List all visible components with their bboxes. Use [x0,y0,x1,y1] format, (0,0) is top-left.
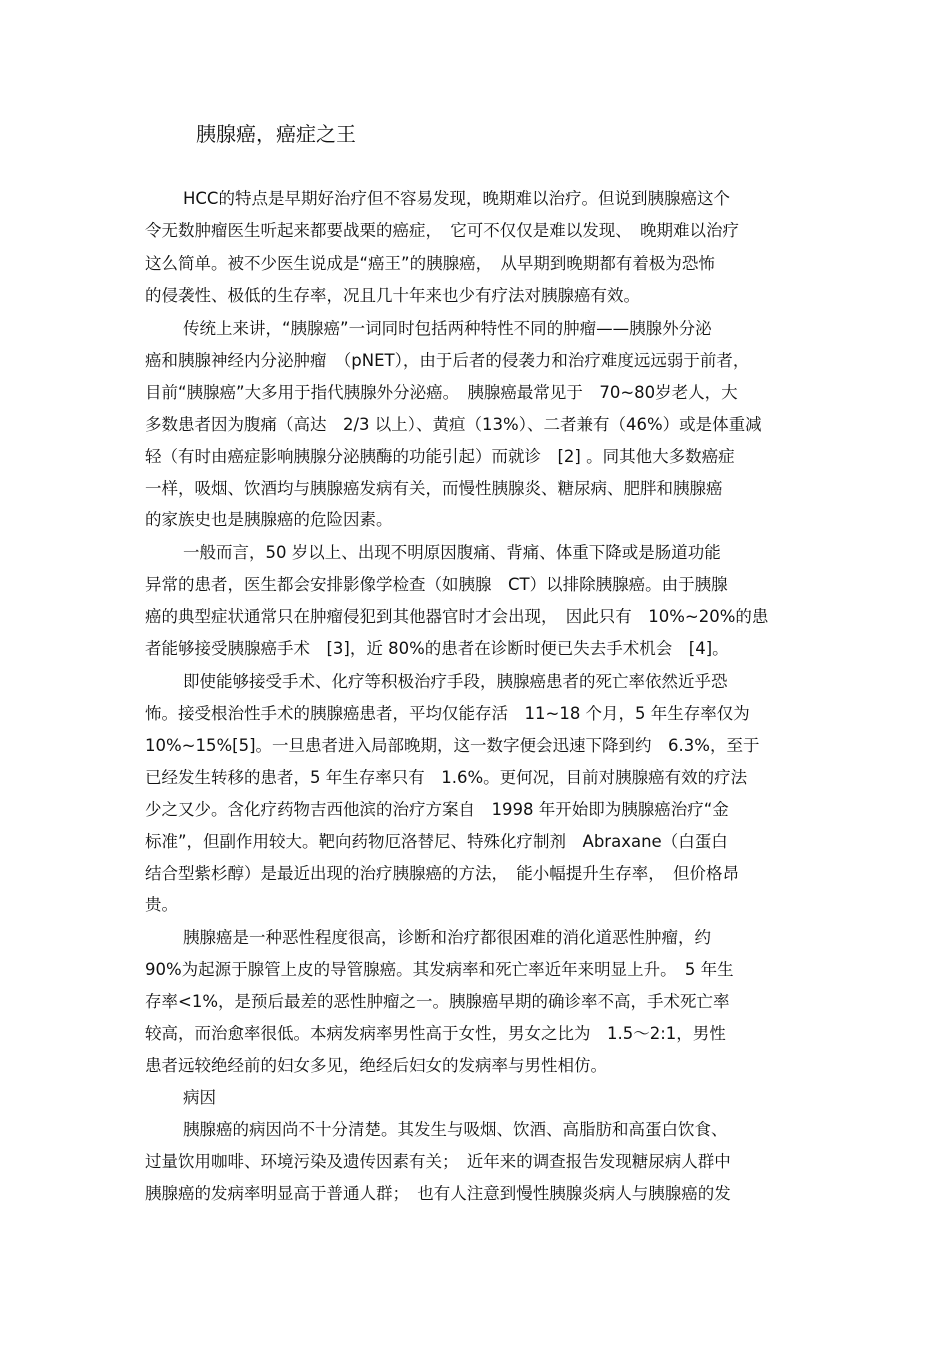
paragraph-line: 一般而言，50 岁以上、出现不明原因腹痛、背痛、体重下降或是肠道功能 [183,543,721,562]
paragraph-line: 胰腺癌是一种恶性程度很高，诊断和治疗都很困难的消化道恶性肿瘤，约 [183,928,711,947]
paragraph-line: 胰腺癌的病因尚不十分清楚。其发生与吸烟、饮酒、高脂肪和高蛋白饮食、 [183,1120,728,1139]
paragraph-line: 传统上来讲，“胰腺癌”一词同时包括两种特性不同的肿瘤——胰腺外分泌 [183,319,712,338]
paragraph-line: 较高，而治愈率很低。本病发病率男性高于女性，男女之比为 1.5～2:1，男性 [145,1024,726,1043]
paragraph-line: 的侵袭性、极低的生存率，况且几十年来也少有疗法对胰腺癌有效。 [145,286,640,305]
paragraph-line: 怖。接受根治性手术的胰腺癌患者，平均仅能存活 11~18 个月，5 年生存率仅为 [145,704,750,723]
paragraph-line: HCC的特点是早期好治疗但不容易发现，晚期难以治疗。但说到胰腺癌这个 [183,189,730,208]
paragraph-line: 轻（有时由癌症影响胰腺分泌胰酶的功能引起）而就诊 [2] 。同其他大多数癌症 [145,447,735,466]
paragraph-line: 的家族史也是胰腺癌的危险因素。 [145,510,393,529]
paragraph-line: 10%~15%[5]。一旦患者进入局部晚期，这一数字便会迅速下降到约 6.3%，至于 [145,736,760,755]
paragraph-line: 标准”，但副作用较大。靶向药物厄洛替尼、特殊化疗制剂 Abraxane（白蛋白 [145,832,728,851]
section-heading: 病因 [183,1088,216,1107]
paragraph-line: 已经发生转移的患者，5 年生存率只有 1.6%。更何况，目前对胰腺癌有效的疗法 [145,768,748,787]
paragraph-line: 贵。 [145,895,178,914]
paragraph-line: 者能够接受胰腺癌手术 [3]，近 80%的患者在诊断时便已失去手术机会 [4]。 [145,639,729,658]
paragraph-line: 令无数肿瘤医生听起来都要战栗的癌症， 它可不仅仅是难以发现、 晚期难以治疗 [145,221,739,240]
paragraph-line: 一样，吸烟、饮酒均与胰腺癌发病有关，而慢性胰腺炎、糖尿病、肥胖和胰腺癌 [145,479,723,498]
paragraph-line: 癌和胰腺神经内分泌肿瘤 （pNET），由于后者的侵袭力和治疗难度远远弱于前者， [145,351,750,370]
paragraph-line: 少之又少。含化疗药物吉西他滨的治疗方案自 1998 年开始即为胰腺癌治疗“金 [145,800,729,819]
paragraph-line: 存率<1%，是预后最差的恶性肿瘤之一。胰腺癌早期的确诊率不高，手术死亡率 [145,992,730,1011]
paragraph-line: 癌的典型症状通常只在肿瘤侵犯到其他器官时才会出现， 因此只有 10%~20%的患 [145,607,769,626]
paragraph-line: 目前“胰腺癌”大多用于指代胰腺外分泌癌。 胰腺癌最常见于 70~80岁老人，大 [145,383,738,402]
paragraph-line: 即使能够接受手术、化疗等积极治疗手段，胰腺癌患者的死亡率依然近乎恐 [183,672,728,691]
paragraph-line: 过量饮用咖啡、环境污染及遗传因素有关； 近年来的调查报告发现糖尿病人群中 [145,1152,731,1171]
paragraph-line: 患者远较绝经前的妇女多见，绝经后妇女的发病率与男性相仿。 [145,1056,607,1075]
paragraph-line: 多数患者因为腹痛（高达 2/3 以上）、黄疸（13%）、二者兼有（46%）或是体重减 [145,415,762,434]
paragraph-line: 结合型紫杉醇）是最近出现的治疗胰腺癌的方法， 能小幅提升生存率， 但价格昂 [145,864,739,883]
paragraph-line: 胰腺癌的发病率明显高于普通人群； 也有人注意到慢性胰腺炎病人与胰腺癌的发 [145,1184,731,1203]
document-title: 胰腺癌，癌症之王 [196,122,356,146]
paragraph-line: 异常的患者，医生都会安排影像学检查（如胰腺 CT）以排除胰腺癌。由于胰腺 [145,575,728,594]
paragraph-line: 这么简单。被不少医生说成是“癌王”的胰腺癌， 从早期到晚期都有着极为恐怖 [145,254,715,273]
paragraph-line: 90%为起源于腺管上皮的导管腺癌。其发病率和死亡率近年来明显上升。 5 年生 [145,960,734,979]
